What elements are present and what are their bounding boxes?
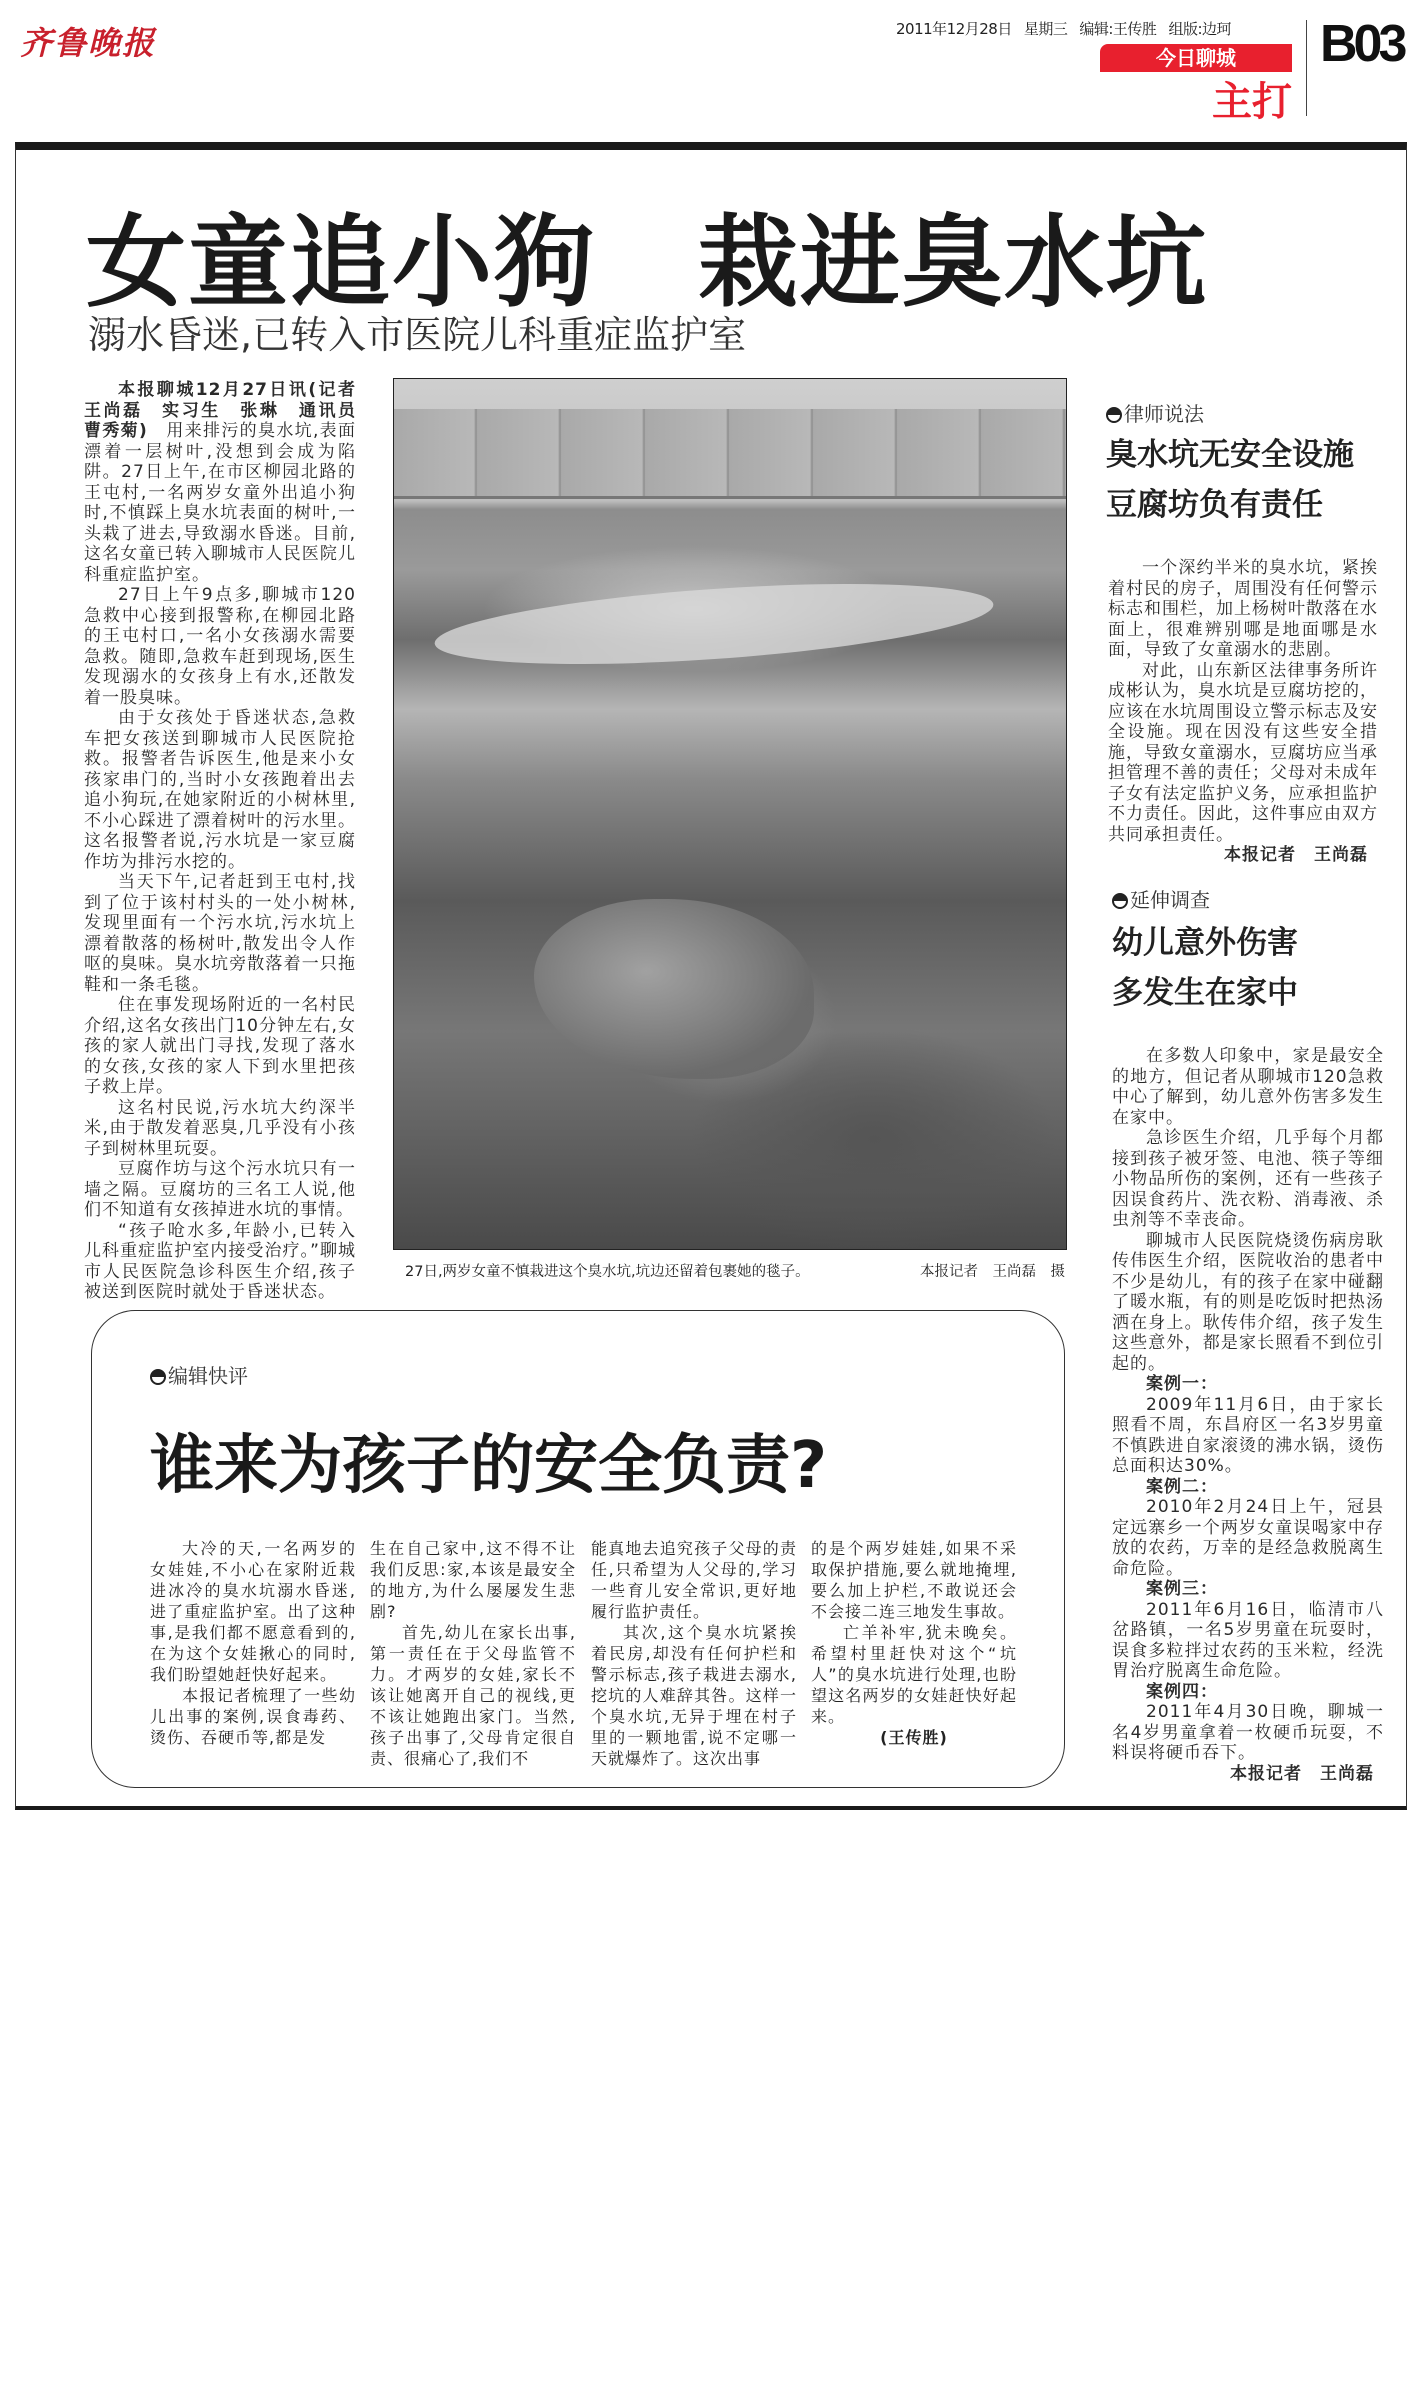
paragraph: 聊城市人民医院烧烫伤病房耿传伟医生介绍，医院收治的患者中不少是幼儿，有的孩子在家中碰翻了暖水瓶，有的则是吃饭时把热汤洒在身上。耿传伟介绍，孩子发生这些意外，都是家长照看不到位引起的。 xyxy=(1112,1230,1384,1374)
lead-article xyxy=(84,380,374,1303)
editorial-column: 能真地去追究孩子父母的责任,只希望为人父母的,学习一些育儿安全常识,更好地履行监护责任。 其次,这个臭水坑紧挨着民房,却没有任何护栏和警示标志,孩子栽进去溺水,挖坑的人难辞其咎。这样一个臭水坑,无异于埋在村子里的一颗地雷,说不定哪一天就爆炸了。这次出事 xyxy=(591,1539,797,1768)
issue-date: 2011年12月28日 xyxy=(896,20,1012,38)
paragraph: 一个深约半米的臭水坑，紧挨着村民的房子，周围没有任何警示标志和围栏，加上杨树叶散落在水面上，很难辨别哪是地面哪是水面，导致了女童溺水的悲剧。 xyxy=(1108,558,1378,660)
half-circle-icon xyxy=(1106,407,1122,423)
divider xyxy=(1306,20,1307,116)
case-text: 2011年4月30日晚，聊城一名4岁男童拿着一枚硬币玩耍，不料误将硬币吞下。 xyxy=(1112,1702,1384,1763)
editorial-column: 的是个两岁娃娃,如果不采取保护措施,要么就地掩埋,要么加上护栏,不敢说还会不会接二连三地发生事故。 亡羊补牢,犹未晚矣。希望村里赶快对这个“坑人”的臭水坑进行处理,也盼望这名两岁的女娃赶快好起来。 (王传胜) xyxy=(811,1539,1017,1747)
paragraph: 住在事发现场附近的一名村民介绍,这名女孩出门10分钟左右,女孩的家人就出门寻找,发现了落水的女孩,女孩的家人下到水里把孩子救上岸。 xyxy=(84,995,356,1097)
paragraph: 在多数人印象中，家是最安全的地方，但记者从聊城市120急救中心了解到，幼儿意外伤害多发生在家中。 xyxy=(1112,1046,1384,1128)
byline: 本报记者 王尚磊 xyxy=(1224,845,1368,865)
editorial-column: 大冷的天,一名两岁的女娃娃,不小心在家附近栽进冰冷的臭水坑溺水昏迷,进了重症监护室。出了这种事,是我们都不愿意看到的,在为这个女娃揪心的同时,我们盼望她赶快好起来。 本报记者梳理了一些幼儿出事的案例,误食毒药、烫伤、吞硬币等,都是发 xyxy=(150,1539,356,1747)
half-circle-icon xyxy=(1112,893,1128,909)
page-meta xyxy=(896,18,1243,39)
paragraph: 豆腐作坊与这个污水坑只有一墙之隔。豆腐坊的三名工人说,他们不知道有女孩掉进水坑的事情。 xyxy=(84,1159,356,1220)
half-circle-icon xyxy=(150,1369,166,1385)
lawyer-headline: 臭水坑无安全设施 豆腐坊负有责任 xyxy=(1106,437,1354,523)
lawyer-tag: 律师说法 xyxy=(1106,398,1204,427)
paragraph: 当天下午,记者赶到王屯村,找到了位于该村村头的一处小树林,发现里面有一个污水坑,污水坑上漂着散落的杨树叶,散发出令人作呕的臭味。臭水坑旁散落着一只拖鞋和一条毛毯。 xyxy=(84,872,356,995)
paragraph: 由于女孩处于昏迷状态,急救车把女孩送到聊城市人民医院抢救。报警者告诉医生,他是来小女孩家串门的,当时小女孩跑着出去追小狗玩,在她家附近的小树林里,不小心踩进了漂着树叶的污水里。这名报警者说,污水坑是一家豆腐作坊为排污水挖的。 xyxy=(84,708,356,872)
paragraph: 对此，山东新区法律事务所许成彬认为，臭水坑是豆腐坊挖的，应该在水坑周围设立警示标志及安全设施。现在因没有这些安全措施，导致女童溺水，豆腐坊应当承担管理不善的责任；父母对未成年子女有法定监护义务，应承担监护不力责任。因此，这件事应由双方共同承担责任。 xyxy=(1108,660,1378,845)
case-title: 案例二： xyxy=(1146,1476,1218,1497)
editorial-tag: 编辑快评 xyxy=(150,1360,248,1389)
paragraph: 急诊医生介绍，几乎每个月都接到孩子被牙签、电池、筷子等细小物品所伤的案例，还有一些孩子因误食药片、洗衣粉、消毒液、杀虫剂等不幸丧命。 xyxy=(1112,1128,1384,1230)
case-title: 案例三： xyxy=(1146,1579,1218,1599)
main-headline: 女童追小狗 栽进臭水坑 xyxy=(86,204,1208,321)
photo-credit: 本报记者 王尚磊 摄 xyxy=(920,1264,1065,1280)
section-label: 今日聊城 xyxy=(1100,44,1292,72)
layout-editor: 组版:边珂 xyxy=(1168,20,1231,38)
survey-article xyxy=(1112,1046,1384,1784)
case-title: 案例四： xyxy=(1146,1681,1218,1702)
lawyer-article xyxy=(1108,558,1378,866)
sub-headline: 溺水昏迷,已转入市医院儿科重症监护室 xyxy=(88,313,747,357)
survey-tag: 延伸调查 xyxy=(1112,884,1210,913)
photo-blanket xyxy=(534,899,814,1079)
editor: 编辑:王传胜 xyxy=(1079,20,1157,38)
lead-paragraph: 本报聊城12月27日讯(记者 王尚磊 实习生 张琳 通讯员 曹秀菊) 用来排污的臭水坑,表面漂着一层树叶,没想到会成为陷阱。27日上午,在市区柳园北路的王屯村,一名两岁女童外出追小狗时,不慎踩上臭水坑表面的树叶,一头栽了进去,导致溺水昏迷。目前,这名女童已转入聊城市人民医院儿科重症监护室。 xyxy=(84,380,374,585)
case-text: 2009年11月6日，由于家长照看不周，东昌府区一名3岁男童不慎跌进自家滚烫的沸水锅，烫伤总面积达30%。 xyxy=(1112,1394,1384,1476)
photo-wall xyxy=(394,409,1066,499)
editorial-column: 生在自己家中,这不得不让我们反思:家,本该是最安全的地方,为什么屡屡发生悲剧? 首先,幼儿在家长出事,第一责任在于父母监管不力。才两岁的女娃,家长不该让她离开自己的视线,更不该让她跑出家门。当然,孩子出事了,父母肯定很自责、很痛心了,我们不 xyxy=(370,1539,576,1768)
photo-caption xyxy=(405,1260,1065,1281)
paragraph: “孩子呛水多,年龄小,已转入儿科重症监护室内接受治疗。”聊城市人民医院急诊科医生介绍,孩子被送到医院时就处于昏迷状态。 xyxy=(84,1220,356,1302)
photo-water xyxy=(432,570,996,679)
caption-text: 27日,两岁女童不慎栽进这个臭水坑,坑边还留着包裹她的毯子。 xyxy=(405,1264,810,1280)
editorial-signature: (王传胜) xyxy=(880,1728,948,1747)
news-photo xyxy=(393,378,1067,1250)
newspaper-logo: 齐鲁晚报 xyxy=(20,24,157,62)
dateline: 本报聊城12月27日讯(记者 王尚磊 实习生 张琳 通讯员 曹秀菊) xyxy=(84,380,374,441)
paragraph: 27日上午9点多,聊城市120急救中心接到报警称,在柳园北路的王屯村口,一名小女孩溺水需要急救。随即,急救车赶到现场,医生发现溺水的女孩身上有水,还散发着一股臭味。 xyxy=(84,585,356,708)
case-title: 案例一： xyxy=(1146,1374,1218,1394)
page-number: B03 xyxy=(1320,15,1404,73)
weekday: 星期三 xyxy=(1023,20,1068,38)
survey-headline: 幼儿意外伤害 多发生在家中 xyxy=(1112,925,1298,1011)
column-label: 主打 xyxy=(1212,79,1292,125)
byline: 本报记者 王尚磊 xyxy=(1230,1763,1374,1784)
paragraph: 这名村民说,污水坑大约深半米,由于散发着恶臭,几乎没有小孩子到树林里玩耍。 xyxy=(84,1097,356,1159)
editorial-headline: 谁来为孩子的安全负责? xyxy=(150,1429,828,1503)
case-text: 2010年2月24日上午，冠县定远寨乡一个两岁女童误喝家中存放的农药，万幸的是经急救脱离生命危险。 xyxy=(1112,1497,1384,1579)
case-text: 2011年6月16日，临清市八岔路镇，一名5岁男童在玩耍时，误食多粒拌过农药的玉米粒，经洗胃治疗脱离生命危险。 xyxy=(1112,1599,1384,1681)
